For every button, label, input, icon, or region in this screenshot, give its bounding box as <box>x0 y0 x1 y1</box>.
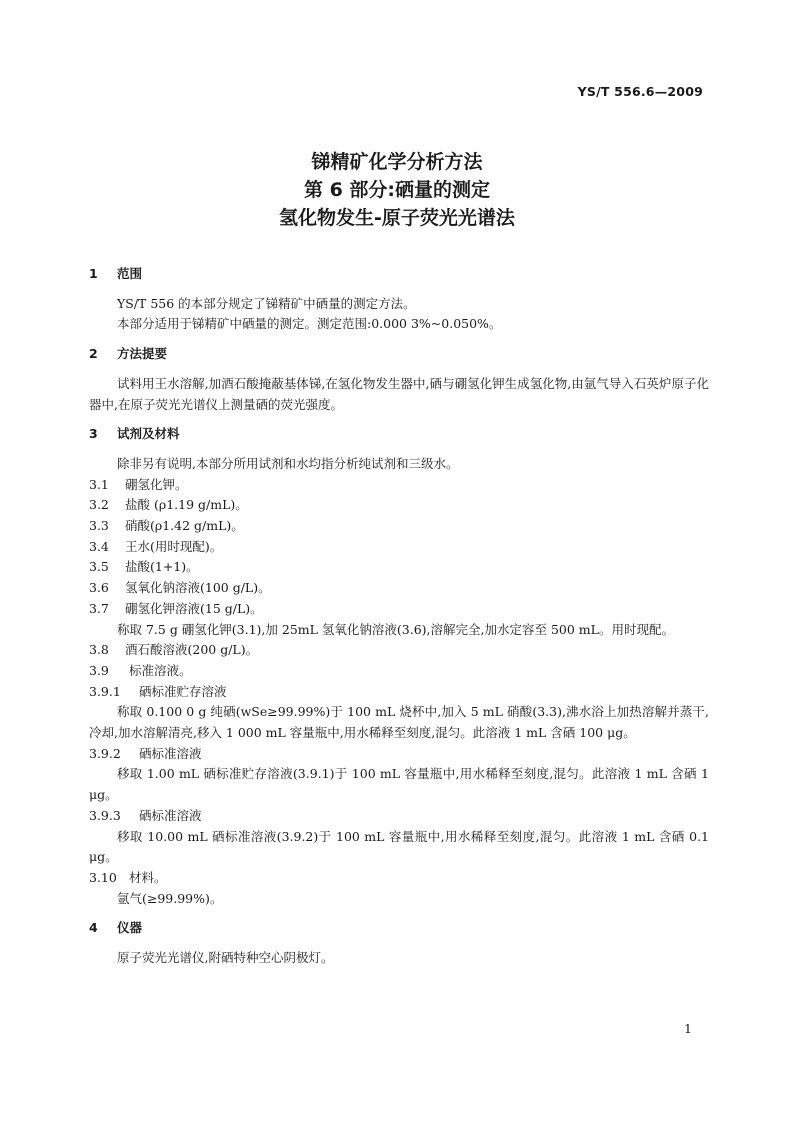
item-number: 3.7 <box>89 600 109 616</box>
document-title <box>0 148 794 232</box>
section-title: 范围 <box>117 266 143 281</box>
list-item <box>89 868 709 889</box>
document-body <box>89 264 709 969</box>
section-number: 2 <box>89 346 98 362</box>
item-number: 3.5 <box>89 559 109 575</box>
list-item <box>89 516 709 537</box>
item-number: 3.9.2 <box>89 745 121 761</box>
item-text: 材料。 <box>129 869 167 885</box>
title-line-3: 氢化物发生-原子荧光光谱法 <box>279 207 515 229</box>
section-heading-principle <box>89 344 709 365</box>
item-number: 3.8 <box>89 642 109 658</box>
item-number: 3.3 <box>89 518 109 534</box>
standard-number: YS/T 556.6—2009 <box>577 84 703 99</box>
section-number: 4 <box>89 920 98 936</box>
list-item <box>89 640 709 661</box>
paragraph: 除非另有说明,本部分所用试剂和水均指分析纯试剂和三级水。 <box>117 455 459 471</box>
paragraph: 本部分适用于锑精矿中硒量的测定。测定范围:0.000 3%~0.050%。 <box>117 316 502 332</box>
paragraph: 原子荧光光谱仪,附硒特种空心阴极灯。 <box>117 950 334 966</box>
paragraph: 移取 10.00 mL 硒标准溶液(3.9.2)于 100 mL 容量瓶中,用水稀释至刻度,混匀。此溶液 1 mL 含硒 0.1 μg。 <box>89 828 709 865</box>
item-number: 3.9.1 <box>89 683 121 699</box>
paragraph: 试料用王水溶解,加酒石酸掩蔽基体锑,在氢化物发生器中,硒与硼氢化钾生成氢化物,由氩气导入石英炉原子化器中,在原子荧光光谱仪上测量硒的荧光强度。 <box>89 375 709 412</box>
item-number: 3.1 <box>89 476 109 492</box>
list-item <box>89 682 709 703</box>
item-text: 氢氧化钠溶液(100 g/L)。 <box>125 580 271 596</box>
paragraph: YS/T 556 的本部分规定了锑精矿中硒量的测定方法。 <box>117 295 416 311</box>
section-number: 1 <box>89 266 98 281</box>
item-number: 3.2 <box>89 497 109 513</box>
item-text: 硼氢化钾。 <box>125 476 188 492</box>
item-text: 硼氢化钾溶液(15 g/L)。 <box>125 600 263 616</box>
list-item <box>89 557 709 578</box>
list-item <box>89 537 709 558</box>
item-number: 3.4 <box>89 538 109 554</box>
item-number: 3.9.3 <box>89 807 121 823</box>
item-text: 硒标准溶液 <box>139 807 202 823</box>
item-number: 3.10 <box>89 869 117 885</box>
section-heading-scope <box>89 264 709 285</box>
section-title: 方法提要 <box>117 346 168 362</box>
item-text: 硝酸(ρ1.42 g/mL)。 <box>125 518 244 534</box>
section-title: 仪器 <box>117 920 143 936</box>
item-text: 硒标准贮存溶液 <box>139 683 227 699</box>
item-text: 盐酸(1+1)。 <box>125 559 199 575</box>
item-text: 硒标准溶液 <box>139 745 202 761</box>
list-item <box>89 661 709 682</box>
paragraph: 移取 1.00 mL 硒标准贮存溶液(3.9.1)于 100 mL 容量瓶中,用水稀释至刻度,混匀。此溶液 1 mL 含硒 1 μg。 <box>89 766 709 803</box>
item-text: 盐酸 (ρ1.19 g/mL)。 <box>125 497 248 513</box>
paragraph: 称取 7.5 g 硼氢化钾(3.1),加 25mL 氢氧化钠溶液(3.6),溶解完全,加水定容至 500 mL。用时现配。 <box>117 621 674 637</box>
item-text: 标准溶液。 <box>129 662 192 678</box>
paragraph: 氩气(≥99.99%)。 <box>117 890 223 906</box>
paragraph: 称取 0.100 0 g 纯硒(wSe≥99.99%)于 100 mL 烧杯中,加入 5 mL 硝酸(3.3),沸水浴上加热溶解并蒸干,冷却,加水溶解清亮,移入 1 000 mL 容量瓶中,用水稀释至刻度,混匀。此溶液 1 mL 含硒 100 μg。 <box>89 704 709 741</box>
section-heading-apparatus <box>89 918 709 939</box>
list-item <box>89 475 709 496</box>
list-item <box>89 578 709 599</box>
item-text: 王水(用时现配)。 <box>125 538 223 554</box>
list-item <box>89 806 709 827</box>
item-number: 3.9 <box>89 662 109 678</box>
list-item <box>89 495 709 516</box>
list-item <box>89 744 709 765</box>
title-line-2: 第 6 部分:硒量的测定 <box>303 179 491 201</box>
item-text: 酒石酸溶液(200 g/L)。 <box>125 642 259 658</box>
section-title: 试剂及材料 <box>117 426 180 442</box>
section-number: 3 <box>89 426 98 442</box>
item-number: 3.6 <box>89 580 109 596</box>
list-item <box>89 599 709 620</box>
title-line-1: 锑精矿化学分析方法 <box>311 151 483 173</box>
page-number: 1 <box>684 1021 692 1036</box>
section-heading-reagents <box>89 424 709 445</box>
